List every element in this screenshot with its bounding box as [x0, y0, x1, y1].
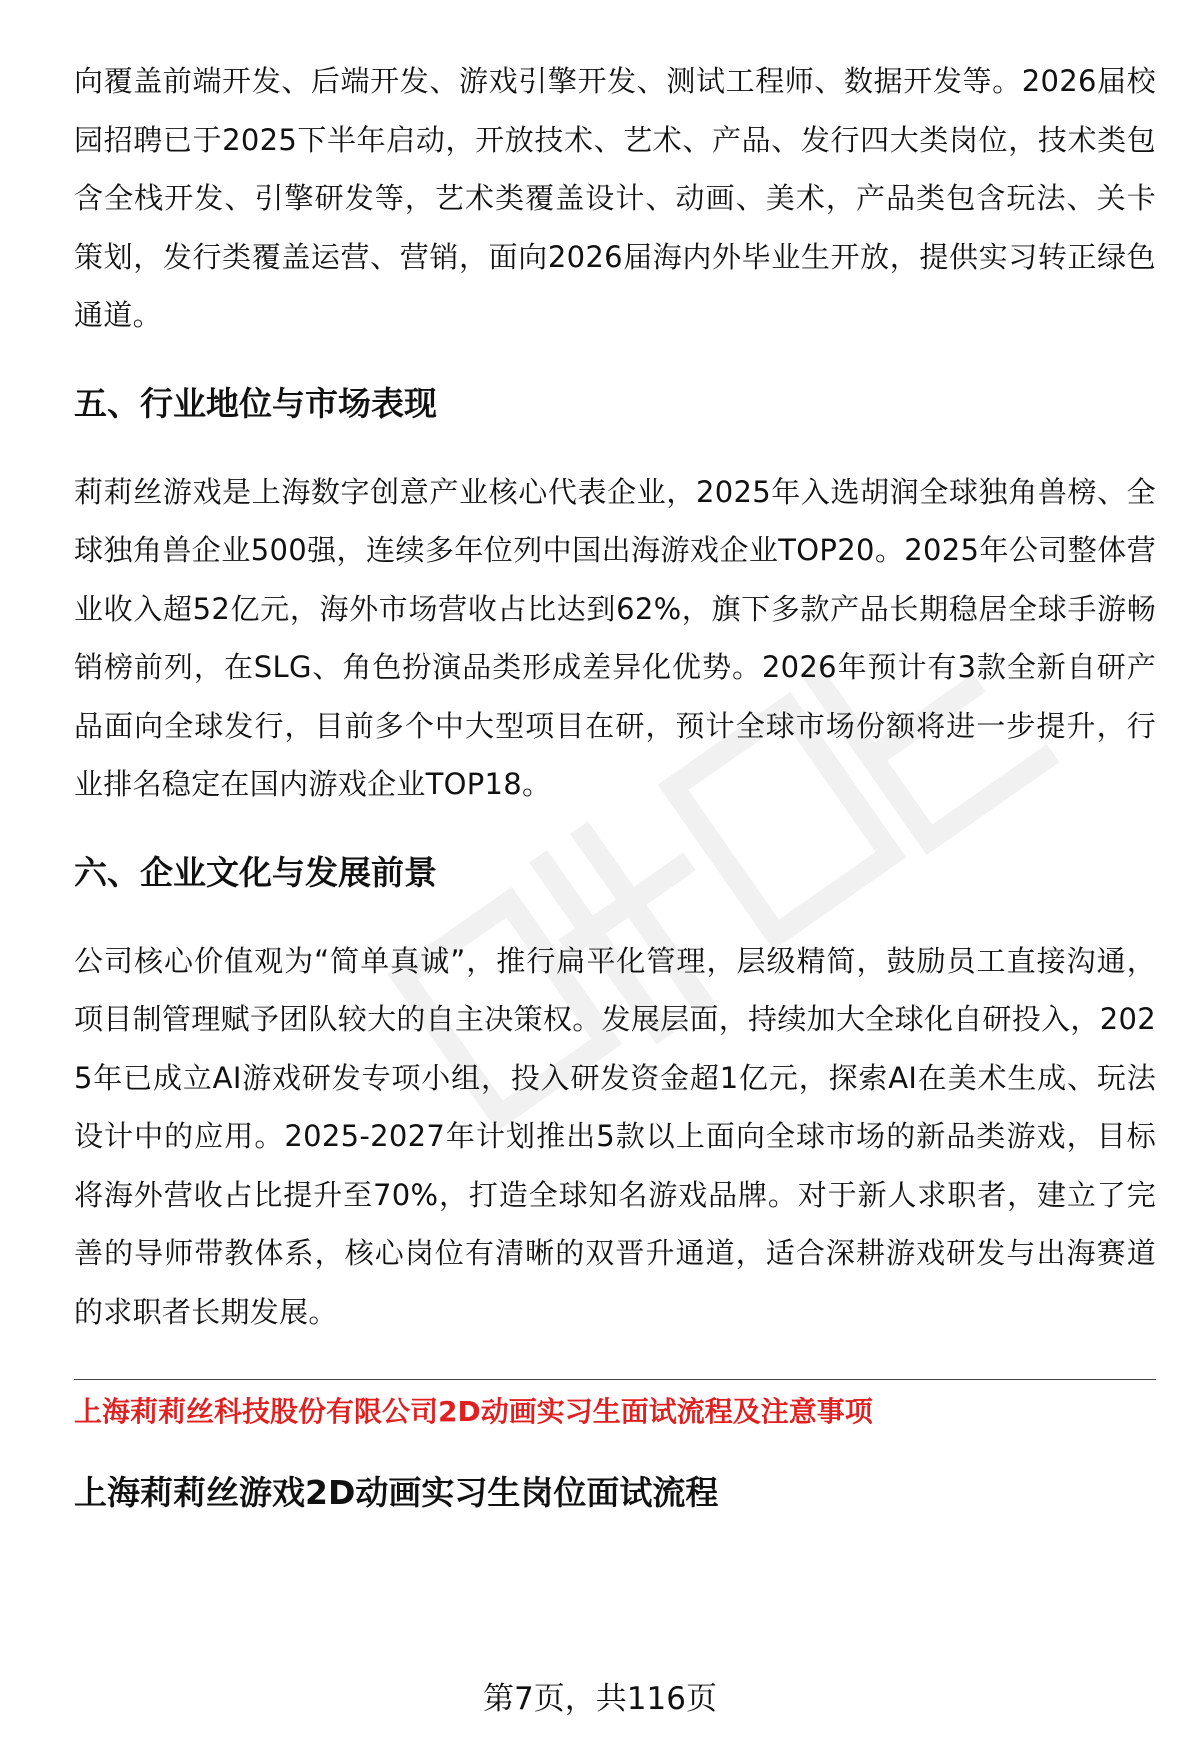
culture-paragraph: 公司核心价值观为“简单真诚”，推行扁平化管理，层级精简，鼓励员工直接沟通，项目制管理赋予团队较大的自主决策权。发展层面，持续加大全球化自研投入，2025年已成立AI游戏研发专项小组，投入研发资金超1亿元，探索AI在美术生成、玩法设计中的应用。2025-2027年计划推出5款以上面向全球市场的新品类游戏，目标将海外营收占比提升至70%，打造全球知名游戏品牌。对于新人求职者，建立了完善的导师带教体系，核心岗位有清晰的双晋升通道，适合深耕游戏研发与出海赛道的求职者长期发展。: [74, 943, 1156, 1329]
interview-process-subtitle: 上海莉莉丝游戏2D动画实习生岗位面试流程: [74, 1473, 719, 1512]
intro-paragraph: 向覆盖前端开发、后端开发、游戏引擎开发、测试工程师、数据开发等。2026届校园招聘已于2025下半年启动，开放技术、艺术、产品、发行四大类岗位，技术类包含全栈开发、引擎研发等，艺术类覆盖设计、动画、美术，产品类包含玩法、关卡策划，发行类覆盖运营、营销，面向2026届海内外毕业生开放，提供实习转正绿色通道。: [74, 64, 1156, 332]
page-number: 第7页，共116页: [483, 1681, 717, 1717]
industry-position-paragraph: 莉莉丝游戏是上海数字创意产业核心代表企业，2025年入选胡润全球独角兽榜、全球独角兽企业500强，连续多年位列中国出海游戏企业TOP20。2025年公司整体营业收入超52亿元，海外市场营收占比达到62%，旗下多款产品长期稳居全球手游畅销榜前列，在SLG、角色扮演品类形成差异化优势。2026年预计有3款全新自研产品面向全球发行，目前多个中大型项目在研，预计全球市场份额将进一步提升，行业排名稳定在国内游戏企业TOP18。: [74, 474, 1156, 801]
page-content: [74, 52, 1156, 1518]
section-five-heading: 五、行业地位与市场表现: [74, 383, 437, 423]
section-six-heading: 六、企业文化与发展前景: [74, 852, 437, 892]
interview-process-red-title: 上海莉莉丝科技股份有限公司2D动画实习生面试流程及注意事项: [74, 1395, 873, 1428]
